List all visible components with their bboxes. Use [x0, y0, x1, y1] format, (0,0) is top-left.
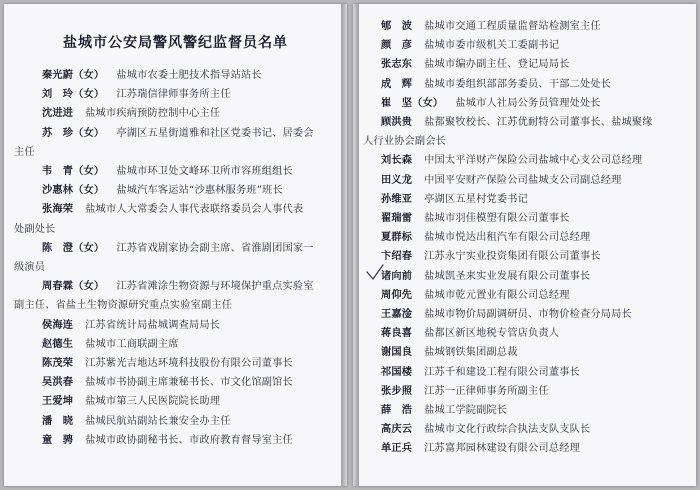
list-item	[353, 382, 696, 401]
member-name: 翟瑞雷	[381, 212, 413, 225]
entry-line	[42, 435, 293, 446]
member-name: 夏群标	[381, 231, 413, 244]
list-item	[353, 113, 696, 151]
entry-line	[381, 40, 559, 51]
member-name: 王爱坤	[42, 395, 74, 408]
entry-line	[42, 358, 293, 369]
member-name: 成 辉	[381, 77, 413, 90]
list-item	[4, 85, 347, 104]
list-item	[353, 75, 696, 94]
list-item	[4, 431, 347, 450]
entry-line	[381, 155, 642, 166]
member-position: 亭湖区五星村党委书记	[424, 193, 529, 205]
entry-line	[42, 396, 220, 407]
member-name: 韦 青（女）	[42, 165, 105, 178]
list-item	[353, 228, 696, 247]
right-page	[353, 4, 696, 486]
list-item	[4, 277, 347, 315]
member-name: 周仰先	[381, 288, 413, 301]
member-name: 吴洪春	[42, 376, 74, 389]
member-position: 盐城市疾病预防控制中心主任	[85, 108, 221, 120]
member-name: 沈进进	[42, 107, 74, 120]
list-item	[4, 239, 347, 277]
member-position: 盐都聚牧校长、江苏优耐特公司董事长、盐城聚缘	[424, 117, 653, 129]
list-item	[353, 267, 696, 286]
entry-line	[381, 290, 570, 301]
member-position: 盐城民航站副站长兼安全办主任	[85, 415, 231, 427]
entry-line	[381, 367, 580, 378]
member-position: 盐城市环卫处文峰环卫所市容班组组长	[116, 166, 293, 178]
member-name: 周春霖（女）	[42, 280, 105, 293]
list-item	[353, 36, 696, 55]
member-position: 中国太平洋财产保险公司盐城中心支公司总经理	[424, 155, 643, 167]
entry-line	[42, 166, 293, 177]
member-position: 盐城市人社局公务员管理处处长	[455, 97, 601, 109]
entry-line	[381, 194, 528, 205]
list-item	[4, 66, 347, 85]
member-name: 陈 澄（女）	[42, 241, 105, 254]
list-item	[4, 412, 347, 431]
list-item	[353, 17, 696, 36]
entry-line	[42, 377, 293, 388]
member-position: 亭湖区五星街道雅和社区党委书记、居委会	[116, 127, 314, 139]
entry-line	[42, 239, 337, 258]
member-name: 张海荣	[42, 203, 74, 216]
entry-line	[381, 251, 601, 262]
member-position: 盐城市第三人民医院院长助理	[85, 396, 221, 408]
list-item	[4, 392, 347, 411]
entry-line	[381, 232, 590, 243]
list-item	[353, 305, 696, 324]
list-item	[353, 343, 696, 362]
entry-line	[381, 79, 611, 90]
list-item	[353, 324, 696, 343]
member-position: 盐城市乾元置业有限公司总经理	[424, 289, 570, 301]
member-position: 江苏省统计局盐城调查局局长	[85, 319, 221, 331]
member-name: 孙维亚	[381, 192, 413, 205]
member-position: 江苏永宁实业投资集团有限公司董事长	[424, 251, 601, 263]
right-entry-list	[353, 17, 696, 459]
entry-line	[381, 59, 570, 70]
member-name: 单正兵	[381, 442, 413, 455]
entry-line	[381, 424, 590, 435]
member-name: 潘 晓	[42, 414, 74, 427]
member-position: 盐城市交通工程质量监督站检测室主任	[424, 21, 601, 32]
member-position: 盐城市悦达出租汽车有限公司总经理	[424, 232, 591, 244]
member-position: 盐城市编办副主任、登记局局长	[424, 59, 570, 71]
member-position: 盐城工学院副院长	[424, 405, 508, 417]
entry-line	[42, 185, 283, 196]
entry-line	[42, 200, 337, 219]
left-entry-list	[4, 66, 347, 450]
member-name: 苏 珍（女）	[42, 126, 105, 139]
list-item	[353, 94, 696, 113]
entry-line	[381, 213, 570, 224]
member-name: 高庆云	[381, 423, 413, 436]
member-position: 盐城市人大常委会人事代表联络委员会人事代表	[85, 204, 304, 216]
list-item	[353, 439, 696, 458]
member-position: 江苏瑞信律师事务所主任	[116, 89, 231, 101]
member-position: 盐城市委组织部部务委员、干部二处处长	[424, 78, 612, 90]
list-item	[353, 151, 696, 170]
member-position-continued: 人行业协会副会长	[363, 136, 447, 148]
member-position: 盐城市物价局副调研员、市物价检查分局局长	[424, 309, 632, 321]
member-position-continued: 主任	[14, 146, 35, 158]
member-position: 盐城市文化行政综合执法支队支队长	[424, 424, 591, 436]
member-position: 江苏一正律师事务所副主任	[424, 385, 549, 397]
member-position: 盐城钢铁集团副总裁	[424, 347, 518, 359]
list-item	[353, 55, 696, 74]
member-name: 秦光蔚（女）	[42, 69, 105, 81]
member-position-continued: 副主任、省盐土生物资源研究重点实验室副主任	[14, 300, 233, 312]
member-position: 盐城市委市级机关工委副书记	[424, 40, 560, 52]
member-position: 盐城市政协副秘书长、市政府教育督导室主任	[85, 434, 293, 446]
member-name: 田义龙	[381, 173, 413, 186]
entry-line	[42, 124, 337, 143]
member-name: 沙惠林（女）	[42, 184, 105, 197]
member-position: 中国平安财产保险公司盐城支公司副总经理	[424, 174, 622, 186]
entry-line	[42, 277, 337, 296]
entry-line	[42, 89, 231, 100]
list-item	[4, 354, 347, 373]
member-name: 顾洪贵	[381, 116, 413, 129]
entry-line	[381, 21, 601, 32]
member-name: 赵德生	[42, 337, 74, 350]
entry-line	[381, 405, 507, 416]
entry-line	[42, 108, 220, 119]
member-name: 刘长森	[381, 154, 413, 167]
member-name: 刘 玲（女）	[42, 88, 105, 101]
member-name: 蒋良喜	[381, 327, 413, 340]
checkmark-icon	[365, 263, 385, 283]
list-item	[353, 286, 696, 305]
entry-line	[381, 328, 559, 339]
member-name: 颜 彦	[381, 39, 413, 52]
member-name: 崔 坚（女）	[381, 96, 444, 109]
entry-line	[381, 175, 622, 186]
list-item	[4, 373, 347, 392]
document-title: 盐城市公安局警风警纪监督员名单	[63, 35, 288, 51]
list-item	[353, 171, 696, 190]
entry-line	[42, 339, 179, 350]
member-position: 江苏紫光吉地达环境科技股份有限公司董事长	[85, 358, 293, 370]
member-position: 江苏千和建设工程有限公司董事长	[424, 366, 580, 378]
list-item	[4, 200, 347, 238]
left-page	[4, 4, 347, 486]
member-position: 江苏富邦园林建设有限公司总经理	[424, 443, 580, 455]
entry-line	[381, 98, 601, 109]
entry-line	[42, 320, 220, 331]
member-position: 江苏省戏剧家协会副主席、省淮剧团国家一	[116, 242, 314, 254]
entry-line	[381, 271, 590, 282]
member-position-continued: 级演员	[14, 262, 46, 274]
member-position: 江苏省滩涂生物资源与环境保护重点实验室	[116, 281, 314, 293]
entry-line	[42, 416, 231, 427]
list-item	[353, 401, 696, 420]
member-position: 盐城凯圣来实业发展有限公司董事长	[424, 270, 591, 282]
list-item	[4, 124, 347, 162]
member-position: 盐城市羽佳模塑有限公司董事长	[424, 213, 570, 225]
list-item	[4, 335, 347, 354]
member-name: 童 骋	[42, 433, 74, 446]
list-item	[353, 209, 696, 228]
member-name: 郇 波	[381, 20, 413, 32]
list-item	[4, 104, 347, 123]
list-item	[353, 247, 696, 266]
list-item	[353, 363, 696, 382]
list-item	[353, 420, 696, 439]
member-name: 祁国楼	[381, 365, 413, 378]
member-name: 谢国良	[381, 346, 413, 359]
list-item	[4, 316, 347, 335]
member-name: 张志东	[381, 58, 413, 71]
member-position: 盐都区新区地税专管店负责人	[424, 328, 560, 340]
member-name: 王嘉淦	[381, 308, 413, 321]
entry-line	[381, 443, 580, 454]
member-name: 张步照	[381, 384, 413, 397]
entry-line	[381, 347, 518, 358]
list-item	[4, 162, 347, 181]
entry-line	[381, 309, 632, 320]
member-position: 盐城市工商联副主席	[85, 338, 179, 350]
member-position: 盐城市农委土肥技术指导站站长	[116, 70, 262, 81]
entry-line	[381, 113, 686, 132]
entry-line	[42, 70, 262, 81]
member-name: 卞绍春	[381, 250, 413, 263]
member-position: 盐城汽车客运站“沙惠林服务班”班长	[116, 185, 283, 197]
entry-line	[381, 386, 549, 397]
member-position-continued: 处副处长	[14, 223, 56, 235]
list-item	[353, 190, 696, 209]
member-name: 侯海连	[42, 318, 74, 331]
member-name: 诸向前	[381, 269, 413, 282]
member-position: 盐城市书协副主席兼秘书长、市文化馆副馆长	[85, 377, 293, 389]
list-item	[4, 181, 347, 200]
member-name: 薛 浩	[381, 404, 413, 417]
member-name: 陈茂荣	[42, 357, 74, 370]
